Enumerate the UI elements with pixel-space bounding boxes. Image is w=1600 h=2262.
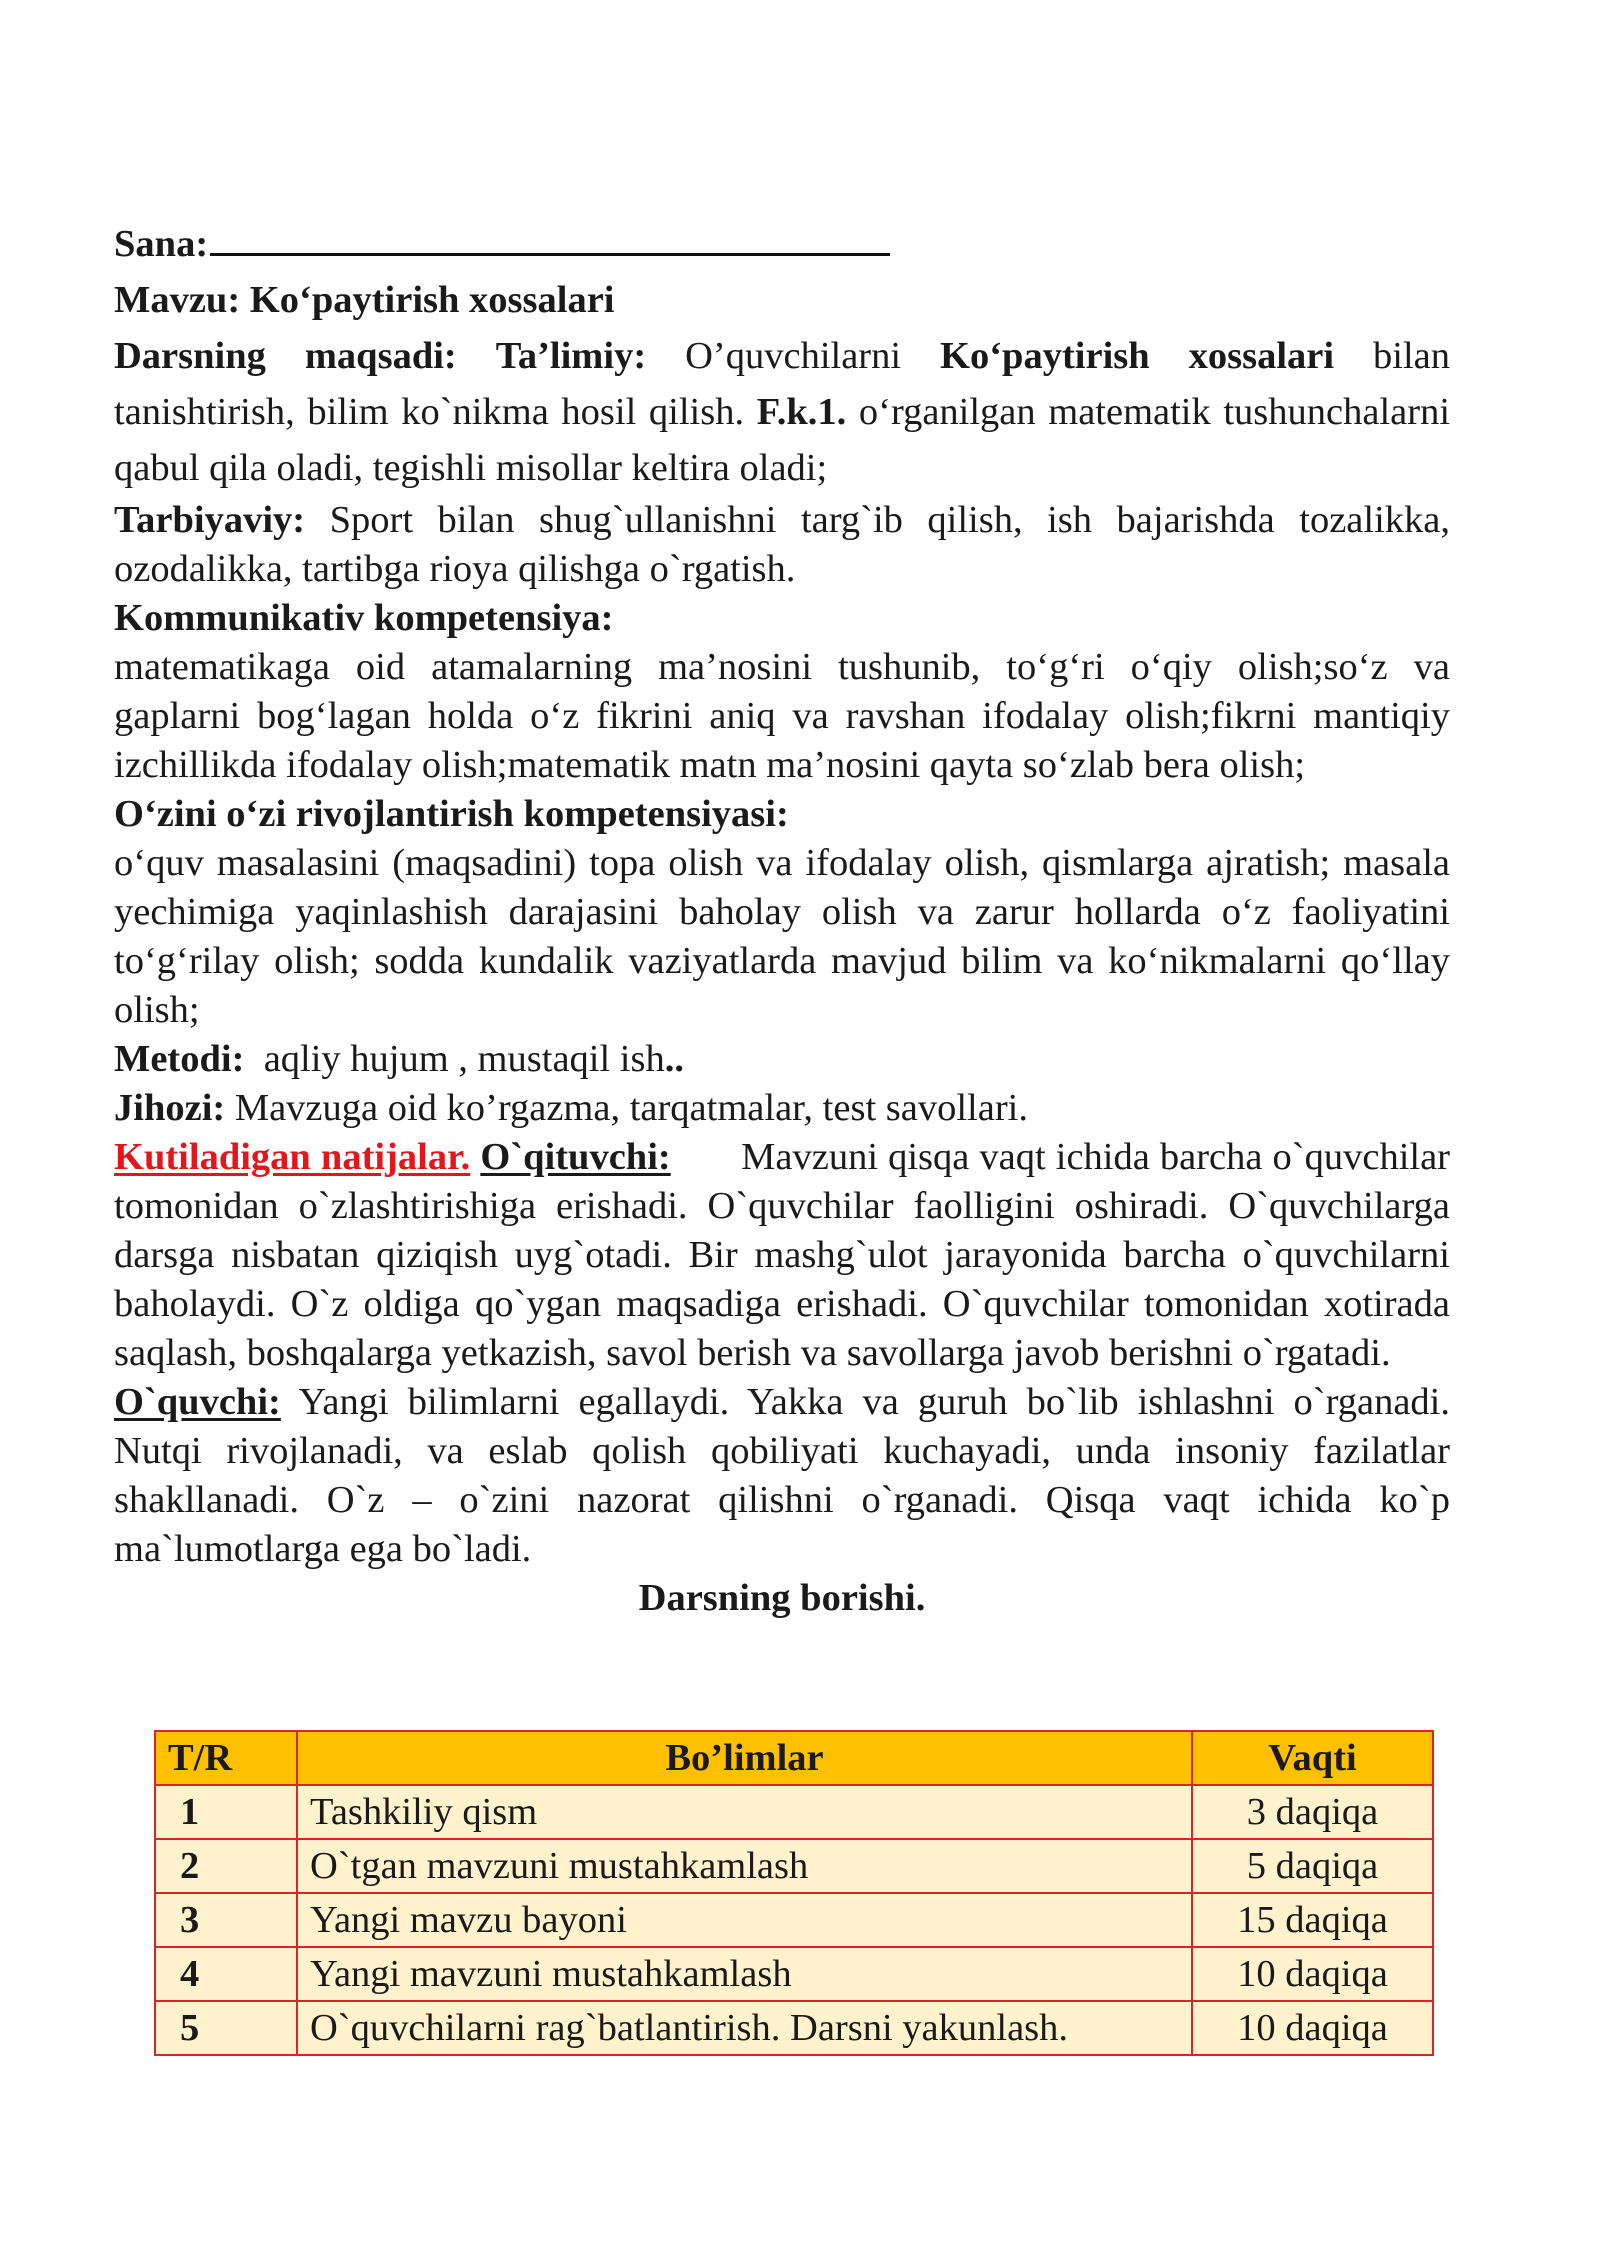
table-row [155,1893,1433,1947]
equipment-label: Jihozi: [114,1087,226,1129]
method-label: Metodi: [114,1038,245,1080]
topic-label: Mavzu: [114,279,241,321]
topic-line [114,272,1450,328]
equipment-text: Mavzuga oid ko’rgazma, tarqatmalar, test savollari. [234,1087,1028,1129]
row-number: 3 [155,1893,297,1947]
row-section: O`tgan mavzuni mustahkamlash [297,1839,1192,1893]
column-header-time: Vaqti [1192,1731,1433,1785]
comm-label: Kommunikativ kompetensiya: [114,597,614,639]
equipment-line [114,1084,1450,1133]
row-section: Tashkiliy qism [297,1785,1192,1839]
row-time: 15 daqiqa [1192,1893,1433,1947]
row-number: 2 [155,1839,297,1893]
lesson-plan-page [114,216,1450,1623]
comm-heading [114,594,1450,643]
upbringing-text: Sport bilan shug`ullanishni targ`ib qilish, ish bajarishda tozalikka, ozodalikka, tartibga rioya qilishga o`rgatish. [114,499,1450,590]
table-row [155,1785,1433,1839]
column-header-number: T/R [155,1731,297,1785]
row-number: 5 [155,2001,297,2055]
date-blank [210,219,890,256]
results-label: Kutiladigan natijalar. [114,1136,471,1178]
teacher-label: O`qituvchi: [480,1136,671,1178]
upbringing-label: Tarbiyaviy: [114,499,306,541]
edu-text-2: bilan tanishtirish, bilim ko`nikma hosil qilish. [114,335,1450,433]
row-time: 5 daqiqa [1192,1839,1433,1893]
row-time: 10 daqiqa [1192,2001,1433,2055]
student-results-paragraph [114,1378,1450,1574]
date-label: Sana: [114,223,209,265]
row-section: Yangi mavzu bayoni [297,1893,1192,1947]
method-text: aqliy hujum , mustaqil ish [263,1038,665,1080]
method-end: .. [664,1038,684,1080]
table-row [155,1947,1433,2001]
fk-text: o‘rganilgan matematik tushunchalarni qabul qila oladi, tegishli misollar keltira oladi; [114,391,1451,489]
table-row [155,1839,1433,1893]
row-time: 3 daqiqa [1192,1785,1433,1839]
teacher-text: Mavzuni qisqa vaqt ichida barcha o`quvchilar tomonidan o`zlashtirishiga erishadi. O`quvchilar faolligini oshiradi. O`quvchilarga darsga nisbatan qiziqish uyg`otadi. Bir mashg`ulot jarayonida barcha o`quvchilarni baholaydi. O`z oldiga qo`ygan maqsadiga erishadi. O`quvchilar tomonidan xotirada saqlash, boshqalarga yetkazish, savol berish va savollarga javob berishni o`rgatadi. [114,1136,1451,1374]
goals-paragraph [114,328,1450,496]
goals-label: Darsning maqsadi: [114,335,457,377]
row-number: 1 [155,1785,297,1839]
edu-label: Ta’limiy: [495,335,647,377]
row-number: 4 [155,1947,297,2001]
comm-text: matematikaga oid atamalarning ma’nosini tushunib, to‘g‘ri o‘qiy olish;so‘z va gaplarni bog‘lagan holda o‘z fikrini aniq va ravshan ifodalay olish;fikrni mantiqiy izchillikda ifodalay olish;matematik matn ma’nosini qayta so‘zlab bera olish; [114,646,1450,786]
method-line [114,1035,1450,1084]
upbringing-paragraph [114,496,1450,594]
edu-topic: Ko‘paytirish xossalari [940,335,1335,377]
self-label: O‘zini o‘zi rivojlantirish kompetensiyasi: [114,793,789,835]
row-section: O`quvchilarni rag`batlantirish. Darsni yakunlash. [297,2001,1192,2055]
plan-title: Darsning borishi. [638,1577,926,1619]
self-heading [114,790,1450,839]
self-text: o‘quv masalasini (maqsadini) topa olish va ifodalay olish, qismlarga ajratish; masala yechimiga yaqinlashish darajasini baholay olish va zarur hollarda o‘z faoliyatini to‘g‘rilay olish; sodda kundalik vaziyatlarda mavjud bilim va ko‘nikmalarni qo‘llay olish; [114,842,1450,1031]
edu-text-1: O’quvchilarni [685,335,902,377]
row-time: 10 daqiqa [1192,1947,1433,2001]
date-line [114,216,1450,272]
teacher-results-paragraph [114,1133,1450,1378]
student-label: O`quvchi: [114,1381,281,1423]
fk-label: F.k.1. [756,391,847,433]
lesson-plan-table [154,1730,1434,2056]
table-row [155,2001,1433,2055]
student-text: Yangi bilimlarni egallaydi. Yakka va guruh bo`lib ishlashni o`rganadi. Nutqi rivojlanadi, va eslab qolish qobiliyati kuchayadi, unda insoniy fazilatlar shakllanadi. O`z – o`zini nazorat qilishni o`rganadi. Qisqa vaqt ichida ko`p ma`lumotlarga ega bo`ladi. [114,1381,1450,1570]
row-section: Yangi mavzuni mustahkamlash [297,1947,1192,2001]
table-header-row [155,1731,1433,1785]
topic-title: Ko‘paytirish xossalari [249,279,615,321]
column-header-sections: Bo’limlar [297,1731,1192,1785]
